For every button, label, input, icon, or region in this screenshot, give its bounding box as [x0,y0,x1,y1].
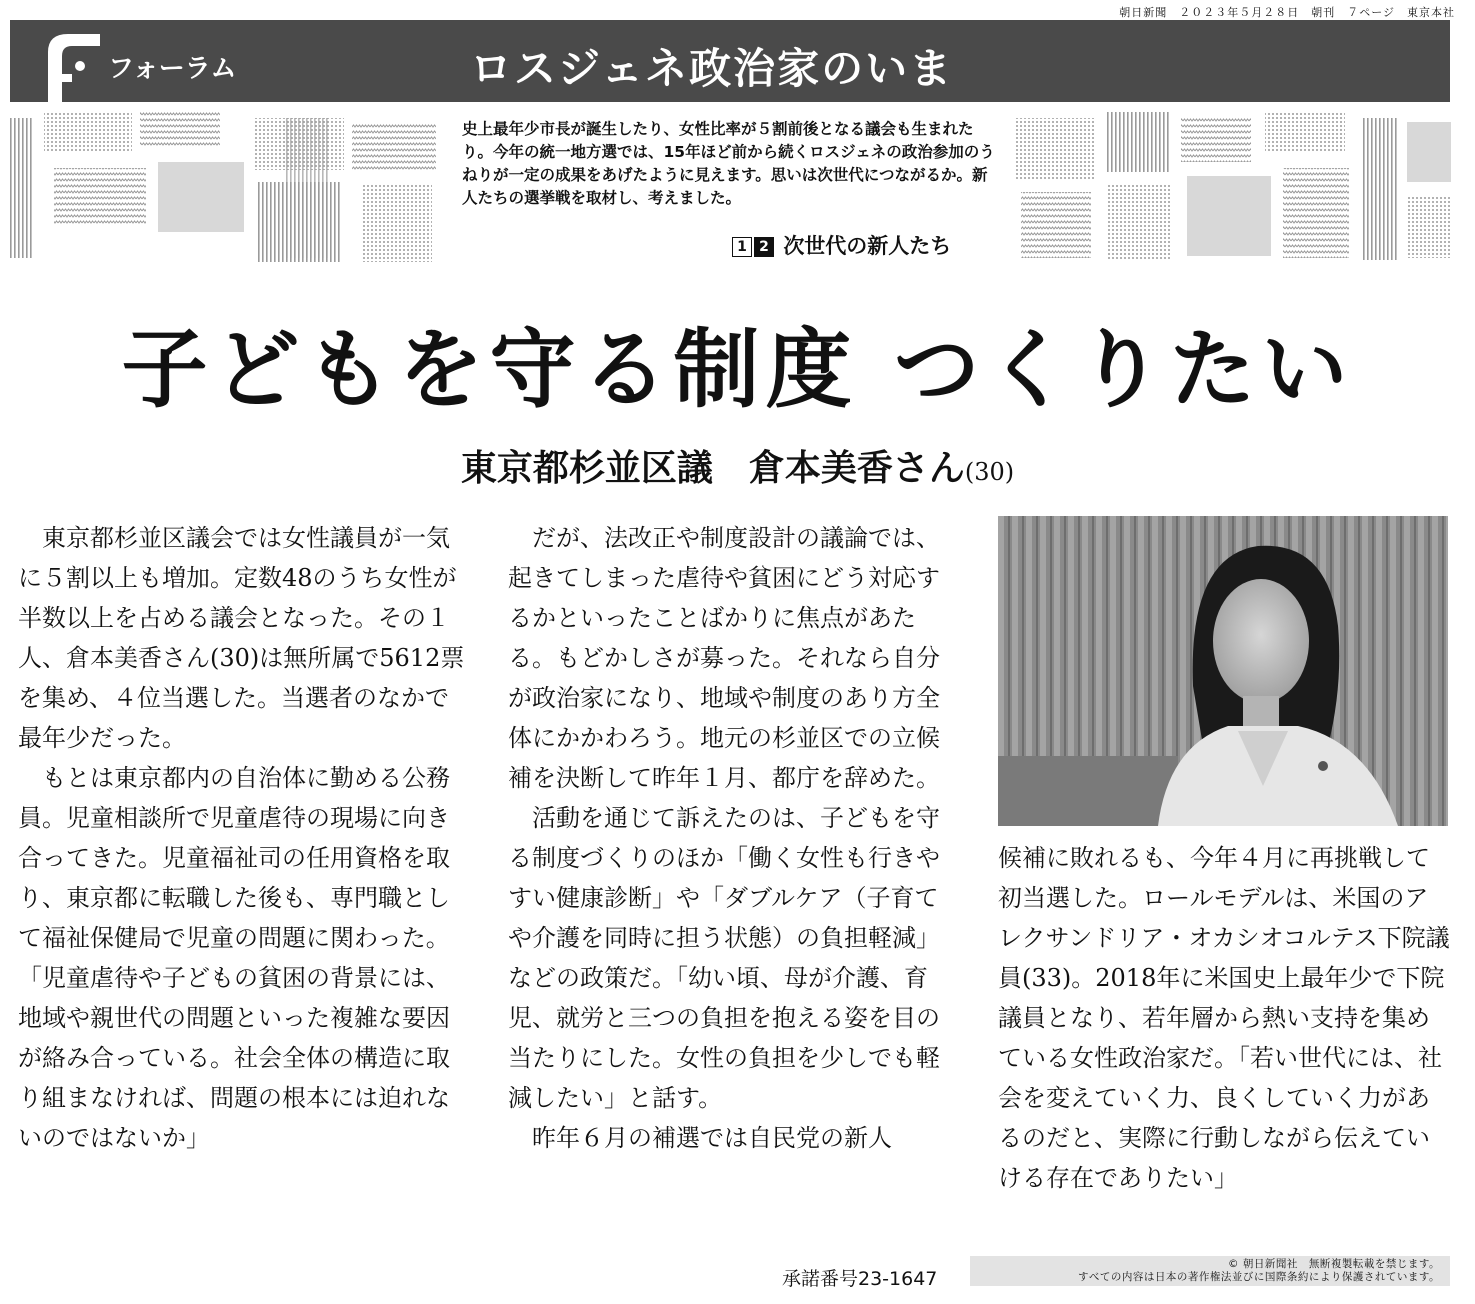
series-title: 次世代の新人たち [783,233,952,258]
portrait-photo [998,516,1448,826]
section-banner [10,20,1450,102]
paragraph: 昨年６月の補選では自民党の新人 [532,1124,892,1152]
paragraph: もとは東京都内の自治体に勤める公務員。児童相談所で児童虐待の現場に向き合ってきた。児童福祉司の任用資格を取り、東京都に転職した後も、専門職として福祉保健局で児童の問題に関わった。「児童虐待や子どもの貧困の背景には、地域や親世代の問題といった複雑な要因が絡み合っている。社会全体の構造に取り組まなければ、問題の根本には迫れないのではないか」 [18,764,450,1152]
headline: 子どもを守る制度 つくりたい [121,319,1354,420]
article-column-2 [508,518,960,1158]
section-label: フォーラム [108,54,237,84]
series-number-1: 1 [732,237,752,257]
speech-bubble-pattern-right [1015,112,1455,264]
copyright-line-2: すべての内容は日本の著作権法並びに国際条約により保護されています。 [1078,1271,1440,1283]
subject-name: 東京都杉並区議 倉本美香さん [460,448,965,489]
paragraph: だが、法改正や制度設計の議論では、起きてしまった虐待や貧困にどう対応するかといったことばかりに焦点があたる。もどかしさが募った。それなら自分が政治家になり、地域や制度のあり方全体にかかわろう。地元の杉並区での立候補を決断して昨年１月、都庁を辞めた。 [508,524,940,792]
forum-logo-icon [28,28,100,104]
paragraph: 東京都杉並区議会では女性議員が一気に５割以上も増加。定数48のうち女性が半数以上を占める議会となった。その１人、倉本美香さん(30)は無所属で5612票を集め、４位当選した。当選者のなかで最年少だった。 [18,524,465,752]
paragraph: 活動を通じて訴えたのは、子どもを守る制度づくりのほか「働く女性も行きやすい健康診断」や「ダブルケア（子育てや介護を同時に担う状態）の負担軽減」などの政策だ。「幼い頃、母が介護、育児、就労と三つの負担を抱える姿を目の当たりにした。女性の負担を少しでも軽減したい」と話す。 [508,804,940,1112]
subject-age: (30) [964,458,1015,486]
speech-bubble-pattern-left [10,112,440,264]
article-column-1 [18,518,470,1158]
section-title: ロスジェネ政治家のいま [470,44,954,93]
article-column-3 [998,838,1450,1198]
permit-number: 承諾番号23-1647 [782,1268,938,1290]
series-label [732,230,951,260]
copyright-line-1: © 朝日新聞社 無断複製転載を禁じます。 [1228,1258,1440,1270]
series-number-2: 2 [754,237,774,257]
masthead: 朝日新聞 ２０２３年５月２８日 朝刊 ７ページ 東京本社 [1119,6,1455,19]
copyright-notice [970,1256,1450,1286]
subheadline [0,440,1475,491]
paragraph: 候補に敗れるも、今年４月に再挑戦して初当選した。ロールモデルは、米国のアレクサンドリア・オカシオコルテス下院議員(33)。2018年に米国史上最年少で下院議員となり、若年層から熱い支持を集めている女性政治家だ。「若い世代には、社会を変えていく力、良くしていく力があるのだと、実際に行動しながら伝えていける存在でありたい」 [998,844,1450,1192]
lead-paragraph: 史上最年少市長が誕生したり、女性比率が５割前後となる議会も生まれたり。今年の統一地方選では、15年ほど前から続くロスジェネの政治参加のうねりが一定の成果をあげたように見えます。思いは次世代につながるか。新人たちの選挙戦を取材し、考えました。 [462,120,995,207]
